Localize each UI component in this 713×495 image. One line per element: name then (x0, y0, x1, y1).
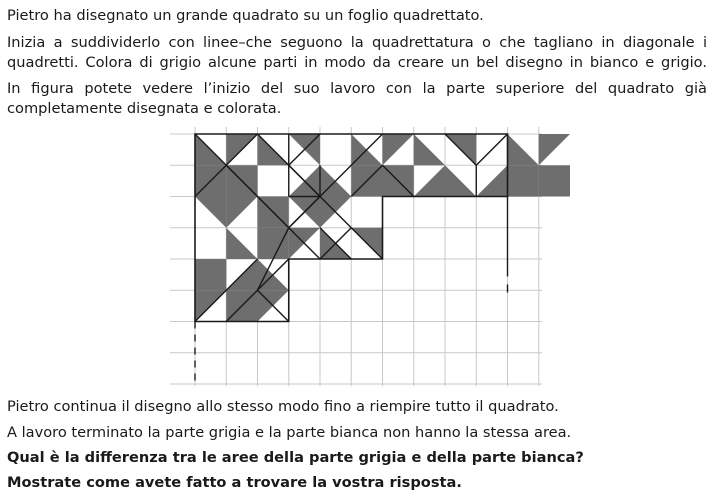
gray-triangle (414, 134, 445, 165)
gray-square (539, 165, 570, 196)
intro-line-1: Pietro ha disegnato un grande quadrato su un foglio quadrettato. (7, 7, 484, 24)
question-line-1: Qual è la differenza tra le aree della parte grigia e della parte bianca? (7, 449, 584, 466)
gray-square (508, 165, 539, 196)
gray-square (195, 259, 226, 290)
gray-triangle (195, 197, 226, 228)
gray-triangle (539, 134, 570, 165)
gray-square (258, 228, 289, 259)
gray-triangle (226, 228, 257, 259)
intro-line-4: In figura potete vedere l’inizio del suo lavoro con la parte superiore del quadrato già (7, 80, 707, 97)
gray-triangle (445, 165, 476, 196)
gray-triangle (383, 134, 414, 165)
gray-triangle (414, 165, 445, 196)
gray-triangle (508, 134, 539, 165)
intro-line-3: quadretti. Colora di grigio alcune parti in modo da creare un bel disegno in bianco e grigio. (7, 54, 707, 71)
gray-triangle (476, 165, 507, 196)
gray-triangle (226, 197, 257, 228)
intro-line-2: Inizia a suddividerlo con linee–che seguono la quadrettatura o che tagliano in diagonale i (7, 34, 707, 51)
outro-line-1: Pietro continua il disegno allo stesso modo fino a riempire tutto il quadrato. (7, 398, 559, 415)
question-line-2: Mostrate come avete fatto a trovare la vostra risposta. (7, 474, 462, 491)
intro-line-5: completamente disegnata e colorata. (7, 100, 282, 117)
cut-line (476, 134, 507, 165)
outro-line-2: A lavoro terminato la parte grigia e la parte bianca non hanno la stessa area. (7, 424, 572, 441)
